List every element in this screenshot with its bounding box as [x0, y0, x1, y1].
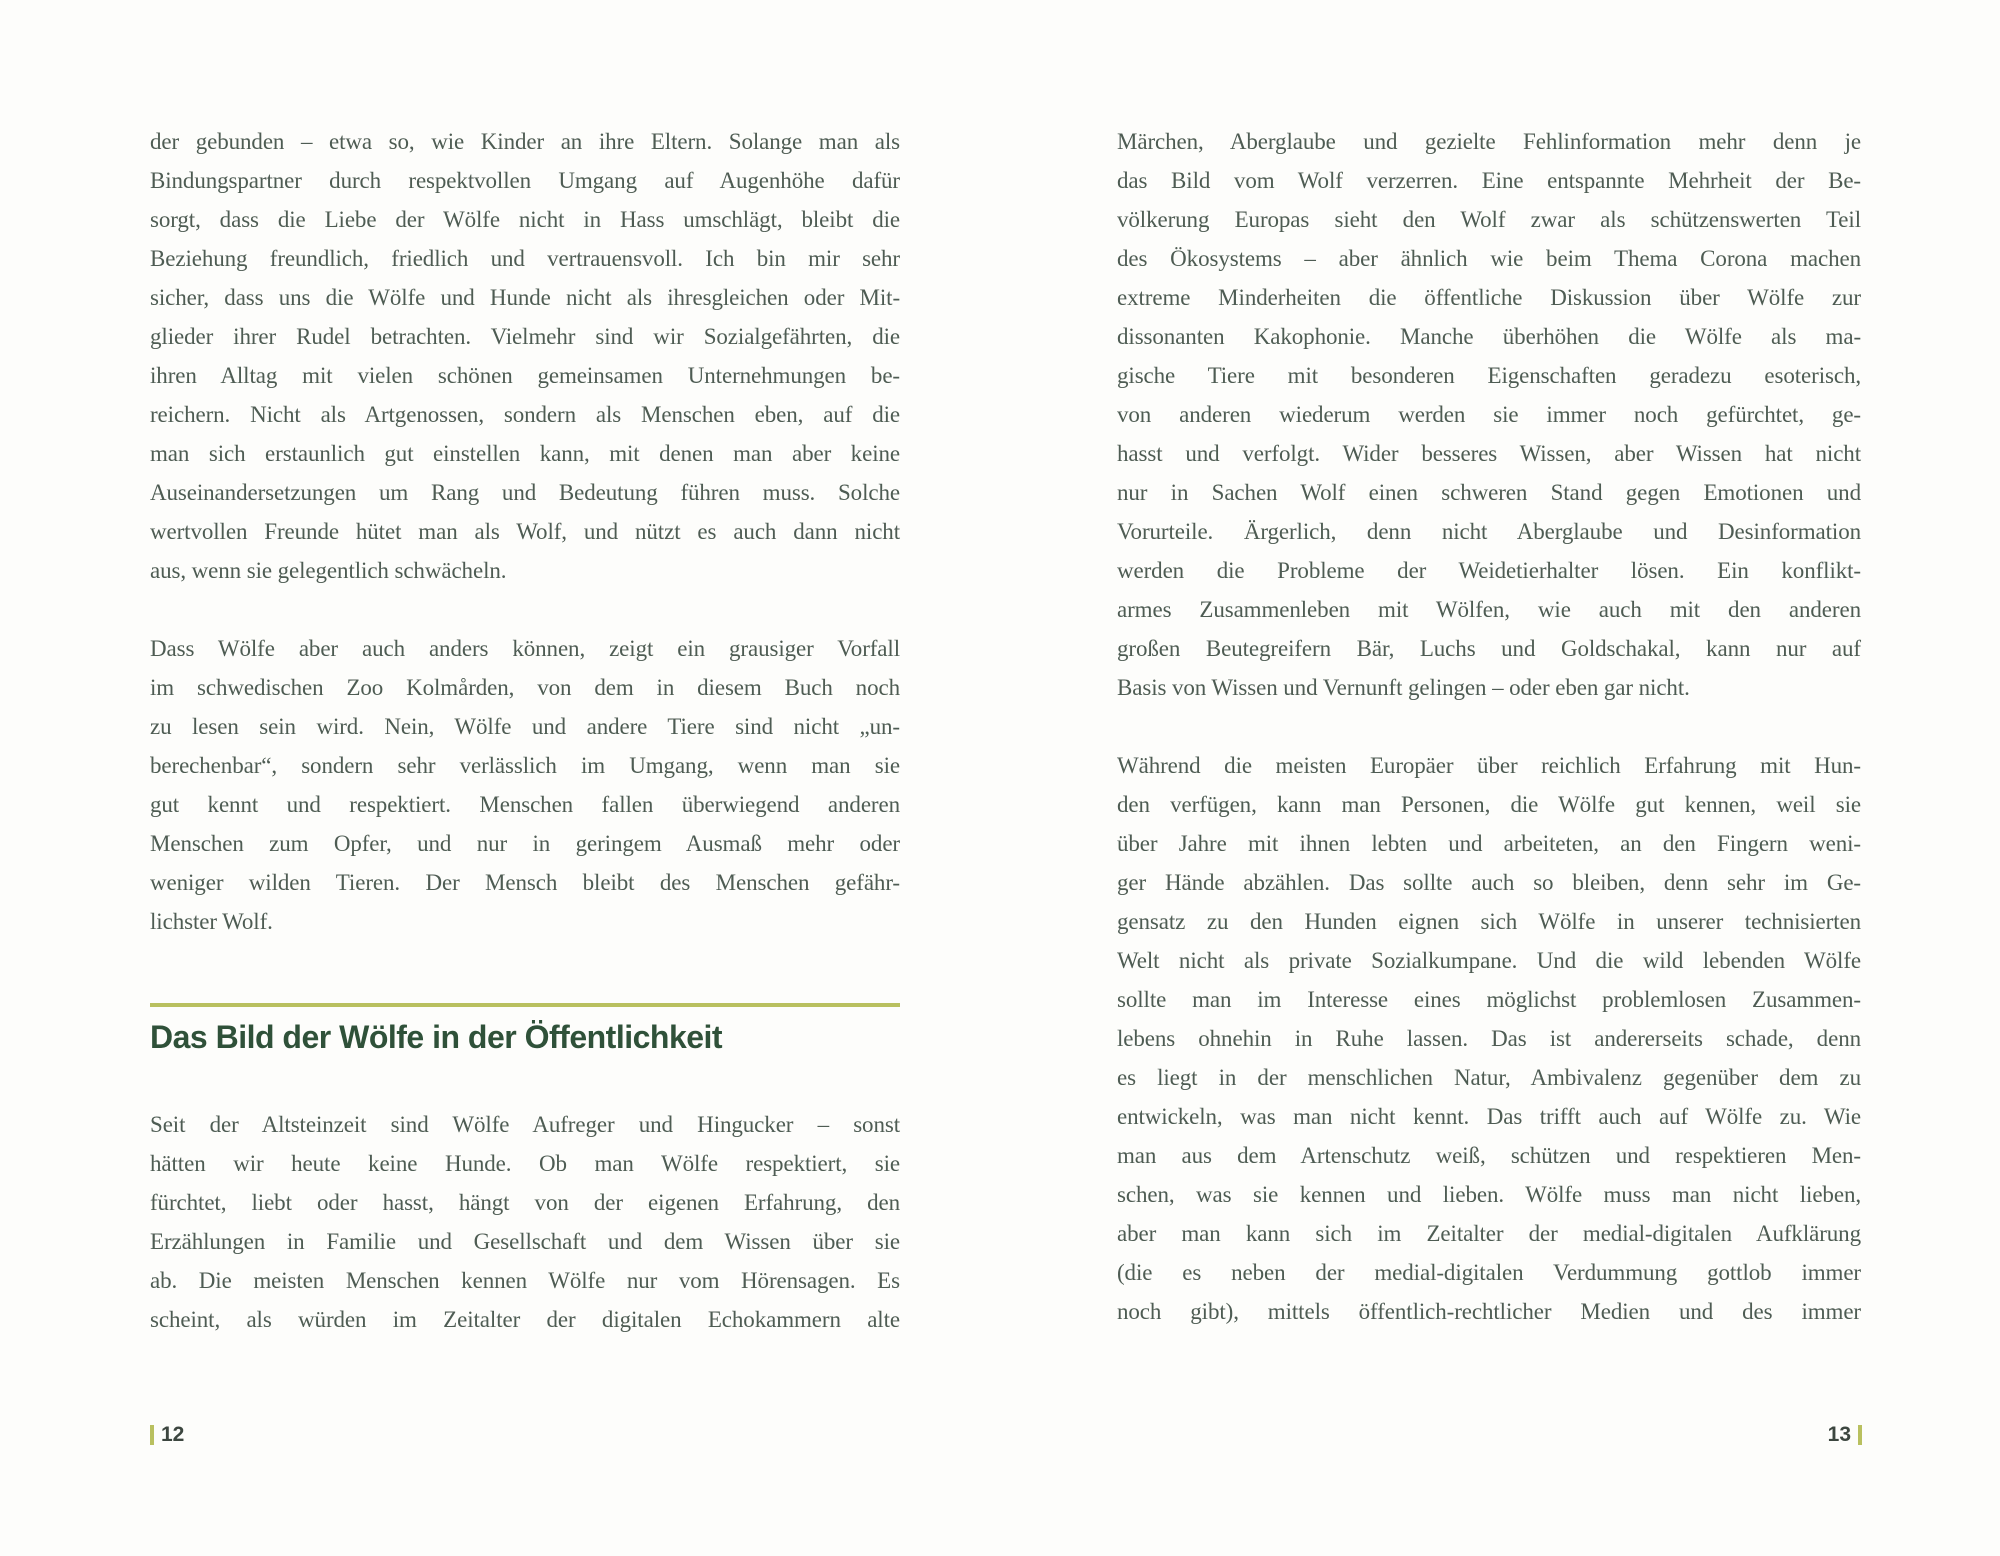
text-line: hätten wir heute keine Hunde. Ob man Wölfe respektiert, sie: [150, 1151, 900, 1176]
text-line: Beziehung freundlich, friedlich und vertrauensvoll. Ich bin mir sehr: [150, 246, 900, 271]
page-number-bar-icon: [150, 1425, 154, 1445]
page-right-text-column: [1117, 122, 1861, 1370]
text-line: reichern. Nicht als Artgenossen, sondern als Menschen eben, auf die: [150, 402, 900, 427]
text-line: man aus dem Artenschutz weiß, schützen und respektieren Men-: [1117, 1143, 1861, 1168]
text-line: den verfügen, kann man Personen, die Wölfe gut kennen, weil sie: [1117, 792, 1861, 817]
text-line: es liegt in der menschlichen Natur, Ambivalenz gegenüber dem zu: [1117, 1065, 1861, 1090]
text-line: völkerung Europas sieht den Wolf zwar als schützenswerten Teil: [1117, 207, 1861, 232]
text-line: großen Beutegreifern Bär, Luchs und Goldschakal, kann nur auf: [1117, 636, 1861, 661]
text-line: gut kennt und respektiert. Menschen fallen überwiegend anderen: [150, 792, 900, 817]
section-heading-block: [150, 1003, 900, 1057]
text-line: das Bild vom Wolf verzerren. Eine entspannte Mehrheit der Be-: [1117, 168, 1861, 193]
text-line: Märchen, Aberglaube und gezielte Fehlinformation mehr denn je: [1117, 129, 1861, 154]
text-line: gensatz zu den Hunden eignen sich Wölfe in unserer technisierten: [1117, 909, 1861, 934]
page-number-right: [1828, 1424, 1862, 1446]
body-paragraph: [1117, 122, 1861, 707]
text-line: ger Hände abzählen. Das sollte auch so bleiben, denn sehr im Ge-: [1117, 870, 1861, 895]
text-line: über Jahre mit ihnen lebten und arbeiteten, an den Fingern weni-: [1117, 831, 1861, 856]
text-line: ab. Die meisten Menschen kennen Wölfe nur vom Hörensagen. Es: [150, 1268, 900, 1293]
text-line: der gebunden – etwa so, wie Kinder an ihre Eltern. Solange man als: [150, 129, 900, 154]
text-line: ihren Alltag mit vielen schönen gemeinsamen Unternehmungen be-: [150, 363, 900, 388]
text-line: gische Tiere mit besonderen Eigenschaften geradezu esoterisch,: [1117, 363, 1861, 388]
text-line: von anderen wiederum werden sie immer noch gefürchtet, ge-: [1117, 402, 1861, 427]
text-line: sollte man im Interesse eines möglichst problemlosen Zusammen-: [1117, 987, 1861, 1012]
text-line: armes Zusammenleben mit Wölfen, wie auch mit den anderen: [1117, 597, 1861, 622]
text-line: Welt nicht als private Sozialkumpane. Und die wild lebenden Wölfe: [1117, 948, 1861, 973]
text-line: des Ökosystems – aber ähnlich wie beim Thema Corona machen: [1117, 246, 1861, 271]
text-line: Vorurteile. Ärgerlich, denn nicht Aberglaube und Desinformation: [1117, 519, 1861, 544]
text-line: entwickeln, was man nicht kennt. Das trifft auch auf Wölfe zu. Wie: [1117, 1104, 1861, 1129]
section-heading: Das Bild der Wölfe in der Öffentlichkeit: [150, 1019, 723, 1055]
text-line: Bindungspartner durch respektvollen Umgang auf Augenhöhe dafür: [150, 168, 900, 193]
page-number-left-value: 12: [161, 1423, 185, 1446]
text-line: berechenbar“, sondern sehr verlässlich im Umgang, wenn man sie: [150, 753, 900, 778]
text-line: werden die Probleme der Weidetierhalter lösen. Ein konflikt-: [1117, 558, 1861, 583]
text-line: weniger wilden Tieren. Der Mensch bleibt des Menschen gefähr-: [150, 870, 900, 895]
text-line: nur in Sachen Wolf einen schweren Stand gegen Emotionen und: [1117, 480, 1861, 505]
text-line: zu lesen sein wird. Nein, Wölfe und andere Tiere sind nicht „un-: [150, 714, 900, 739]
text-line: sicher, dass uns die Wölfe und Hunde nicht als ihresgleichen oder Mit-: [150, 285, 900, 310]
text-line: noch gibt), mittels öffentlich-rechtlicher Medien und des immer: [1117, 1299, 1861, 1324]
body-paragraph: [150, 1105, 900, 1339]
body-paragraph: [150, 122, 900, 590]
text-line: Basis von Wissen und Vernunft gelingen – oder eben gar nicht.: [1117, 675, 1690, 700]
page-left-text-column: [150, 122, 900, 1378]
text-line: aber man kann sich im Zeitalter der medial-digitalen Aufklärung: [1117, 1221, 1861, 1246]
text-line: Auseinandersetzungen um Rang und Bedeutung führen muss. Solche: [150, 480, 900, 505]
text-line: Während die meisten Europäer über reichlich Erfahrung mit Hun-: [1117, 753, 1861, 778]
text-line: lebens ohnehin in Ruhe lassen. Das ist andererseits schade, denn: [1117, 1026, 1861, 1051]
text-line: Erzählungen in Familie und Gesellschaft und dem Wissen über sie: [150, 1229, 900, 1254]
text-line: Seit der Altsteinzeit sind Wölfe Aufreger und Hingucker – sonst: [150, 1112, 900, 1137]
section-divider-rule: [150, 1003, 900, 1007]
text-line: scheint, als würden im Zeitalter der digitalen Echokammern alte: [150, 1307, 900, 1332]
page-number-right-value: 13: [1827, 1423, 1851, 1446]
text-line: schen, was sie kennen und lieben. Wölfe muss man nicht lieben,: [1117, 1182, 1861, 1207]
text-line: fürchtet, liebt oder hasst, hängt von der eigenen Erfahrung, den: [150, 1190, 900, 1215]
text-line: hasst und verfolgt. Wider besseres Wissen, aber Wissen hat nicht: [1117, 441, 1861, 466]
text-line: Dass Wölfe aber auch anders können, zeigt ein grausiger Vorfall: [150, 636, 900, 661]
text-line: dissonanten Kakophonie. Manche überhöhen die Wölfe als ma-: [1117, 324, 1861, 349]
text-line: Menschen zum Opfer, und nur in geringem Ausmaß mehr oder: [150, 831, 900, 856]
text-line: glieder ihrer Rudel betrachten. Vielmehr sind wir Sozialgefährten, die: [150, 324, 900, 349]
text-line: sorgt, dass die Liebe der Wölfe nicht in Hass umschlägt, bleibt die: [150, 207, 900, 232]
text-line: wertvollen Freunde hütet man als Wolf, und nützt es auch dann nicht: [150, 519, 900, 544]
text-line: (die es neben der medial-digitalen Verdummung gottlob immer: [1117, 1260, 1861, 1285]
text-line: man sich erstaunlich gut einstellen kann, mit denen man aber keine: [150, 441, 900, 466]
page-number-bar-icon: [1858, 1425, 1862, 1445]
text-line: aus, wenn sie gelegentlich schwächeln.: [150, 558, 507, 583]
text-line: im schwedischen Zoo Kolmården, von dem in diesem Buch noch: [150, 675, 900, 700]
page-number-left: [150, 1424, 184, 1446]
text-line: lichster Wolf.: [150, 909, 273, 934]
body-paragraph: [150, 629, 900, 941]
text-line: extreme Minderheiten die öffentliche Diskussion über Wölfe zur: [1117, 285, 1861, 310]
body-paragraph: [1117, 746, 1861, 1331]
